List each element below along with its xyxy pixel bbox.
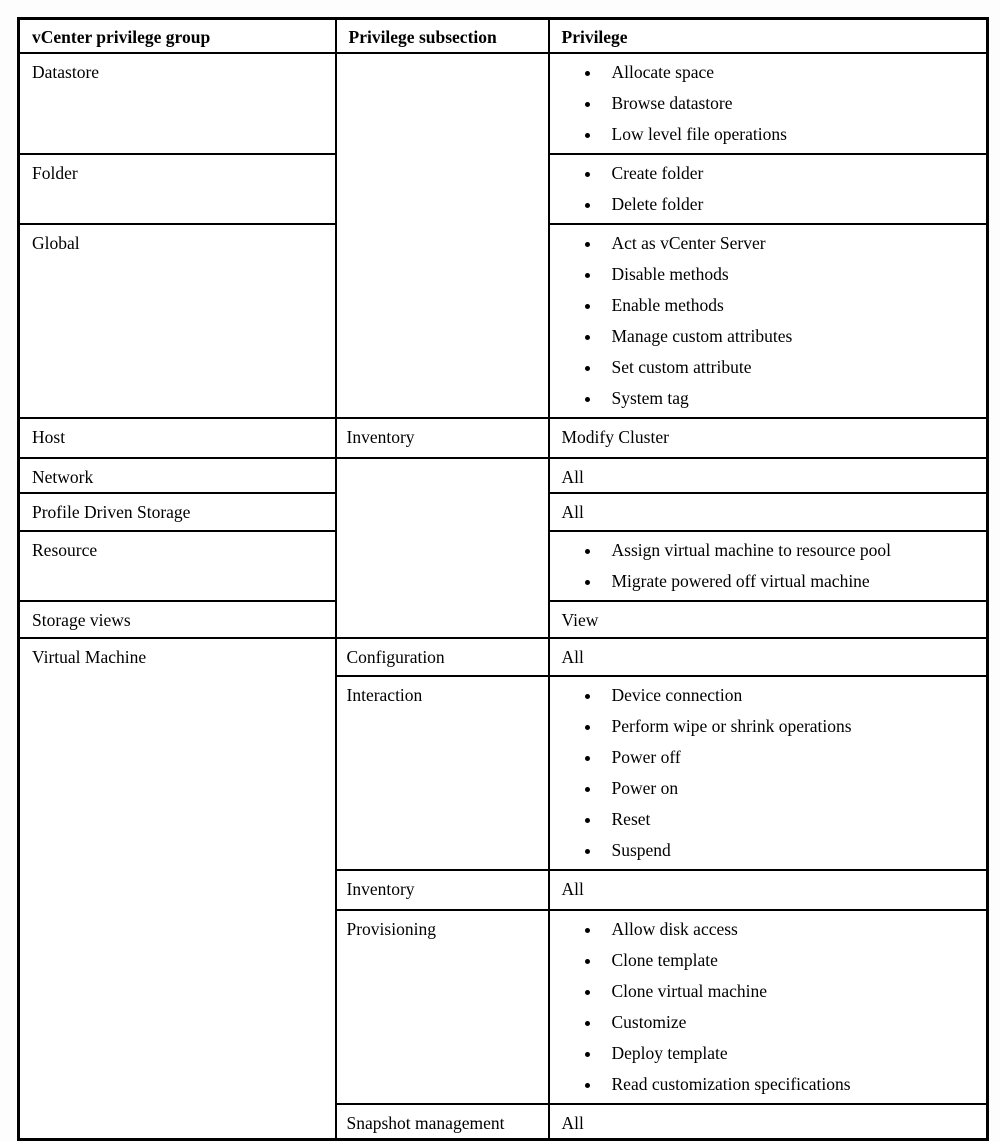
group-cell-folder: Folder — [19, 154, 336, 224]
group-cell-host: Host — [19, 418, 336, 458]
privilege-list — [560, 228, 979, 414]
privilege-item: • Customize — [602, 1007, 979, 1038]
privilege-list — [560, 680, 979, 866]
privilege-item: • Clone template — [602, 945, 979, 976]
group-cell-profile-driven-storage: Profile Driven Storage — [19, 493, 336, 531]
privilege-list — [560, 535, 979, 597]
privilege-item: • Reset — [602, 804, 979, 835]
vcenter-privileges-table — [17, 17, 989, 1141]
privilege-cell-folder — [549, 154, 988, 224]
subsection-cell-host-inventory: Inventory — [336, 418, 549, 458]
privilege-cell-storage-views: View — [549, 601, 988, 638]
privilege-item: • Allow disk access — [602, 914, 979, 945]
header-row — [19, 19, 988, 54]
table-row-host — [19, 418, 988, 458]
privilege-item: • Clone virtual machine — [602, 976, 979, 1007]
privilege-item: • Power on — [602, 773, 979, 804]
privilege-cell-vm-inventory: All — [549, 870, 988, 910]
subsection-cell-vm-provisioning: Provisioning — [336, 910, 549, 1104]
privilege-list — [560, 158, 979, 220]
subsection-cell-empty-datastore-folder-global — [336, 53, 549, 418]
privilege-item: • Power off — [602, 742, 979, 773]
privilege-item: • Migrate powered off virtual machine — [602, 566, 979, 597]
privilege-item: • System tag — [602, 383, 979, 414]
group-cell-network: Network — [19, 458, 336, 493]
privilege-cell-network: All — [549, 458, 988, 493]
privilege-item: • Browse datastore — [602, 88, 979, 119]
group-cell-datastore: Datastore — [19, 53, 336, 154]
privilege-item: • Allocate space — [602, 57, 979, 88]
privilege-cell-global — [549, 224, 988, 418]
subsection-cell-vm-configuration: Configuration — [336, 638, 549, 676]
group-cell-virtual-machine: Virtual Machine — [19, 638, 336, 1140]
subsection-cell-vm-snapshot-management: Snapshot management — [336, 1104, 549, 1140]
privilege-item: • Act as vCenter Server — [602, 228, 979, 259]
subsection-cell-vm-interaction: Interaction — [336, 676, 549, 870]
privilege-cell-vm-configuration: All — [549, 638, 988, 676]
privilege-cell-vm-interaction — [549, 676, 988, 870]
privilege-item: • Manage custom attributes — [602, 321, 979, 352]
column-header-privilege-group: vCenter privilege group — [19, 19, 336, 54]
subsection-cell-vm-inventory: Inventory — [336, 870, 549, 910]
privilege-list — [560, 57, 979, 150]
table-row-network — [19, 458, 988, 493]
privilege-item: • Suspend — [602, 835, 979, 866]
privilege-item: • Perform wipe or shrink operations — [602, 711, 979, 742]
column-header-privilege-subsection: Privilege subsection — [336, 19, 549, 54]
table-row-datastore — [19, 53, 988, 154]
table-row-vm-configuration — [19, 638, 988, 676]
privilege-cell-host: Modify Cluster — [549, 418, 988, 458]
privilege-item: • Device connection — [602, 680, 979, 711]
group-cell-global: Global — [19, 224, 336, 418]
privilege-cell-profile-driven-storage: All — [549, 493, 988, 531]
privilege-item: • Deploy template — [602, 1038, 979, 1069]
group-cell-storage-views: Storage views — [19, 601, 336, 638]
privilege-item: • Enable methods — [602, 290, 979, 321]
privilege-item: • Delete folder — [602, 189, 979, 220]
subsection-cell-empty-network-to-storage-views — [336, 458, 549, 638]
privilege-item: • Read customization specifications — [602, 1069, 979, 1100]
privilege-cell-vm-snapshot-management: All — [549, 1104, 988, 1140]
privilege-cell-vm-provisioning — [549, 910, 988, 1104]
privilege-item: • Create folder — [602, 158, 979, 189]
privilege-item: • Assign virtual machine to resource pool — [602, 535, 979, 566]
privilege-list — [560, 914, 979, 1100]
privilege-item: • Disable methods — [602, 259, 979, 290]
privilege-item: • Set custom attribute — [602, 352, 979, 383]
group-cell-resource: Resource — [19, 531, 336, 601]
privilege-item: • Low level file operations — [602, 119, 979, 150]
privilege-cell-datastore — [549, 53, 988, 154]
column-header-privilege: Privilege — [549, 19, 988, 54]
privilege-cell-resource — [549, 531, 988, 601]
